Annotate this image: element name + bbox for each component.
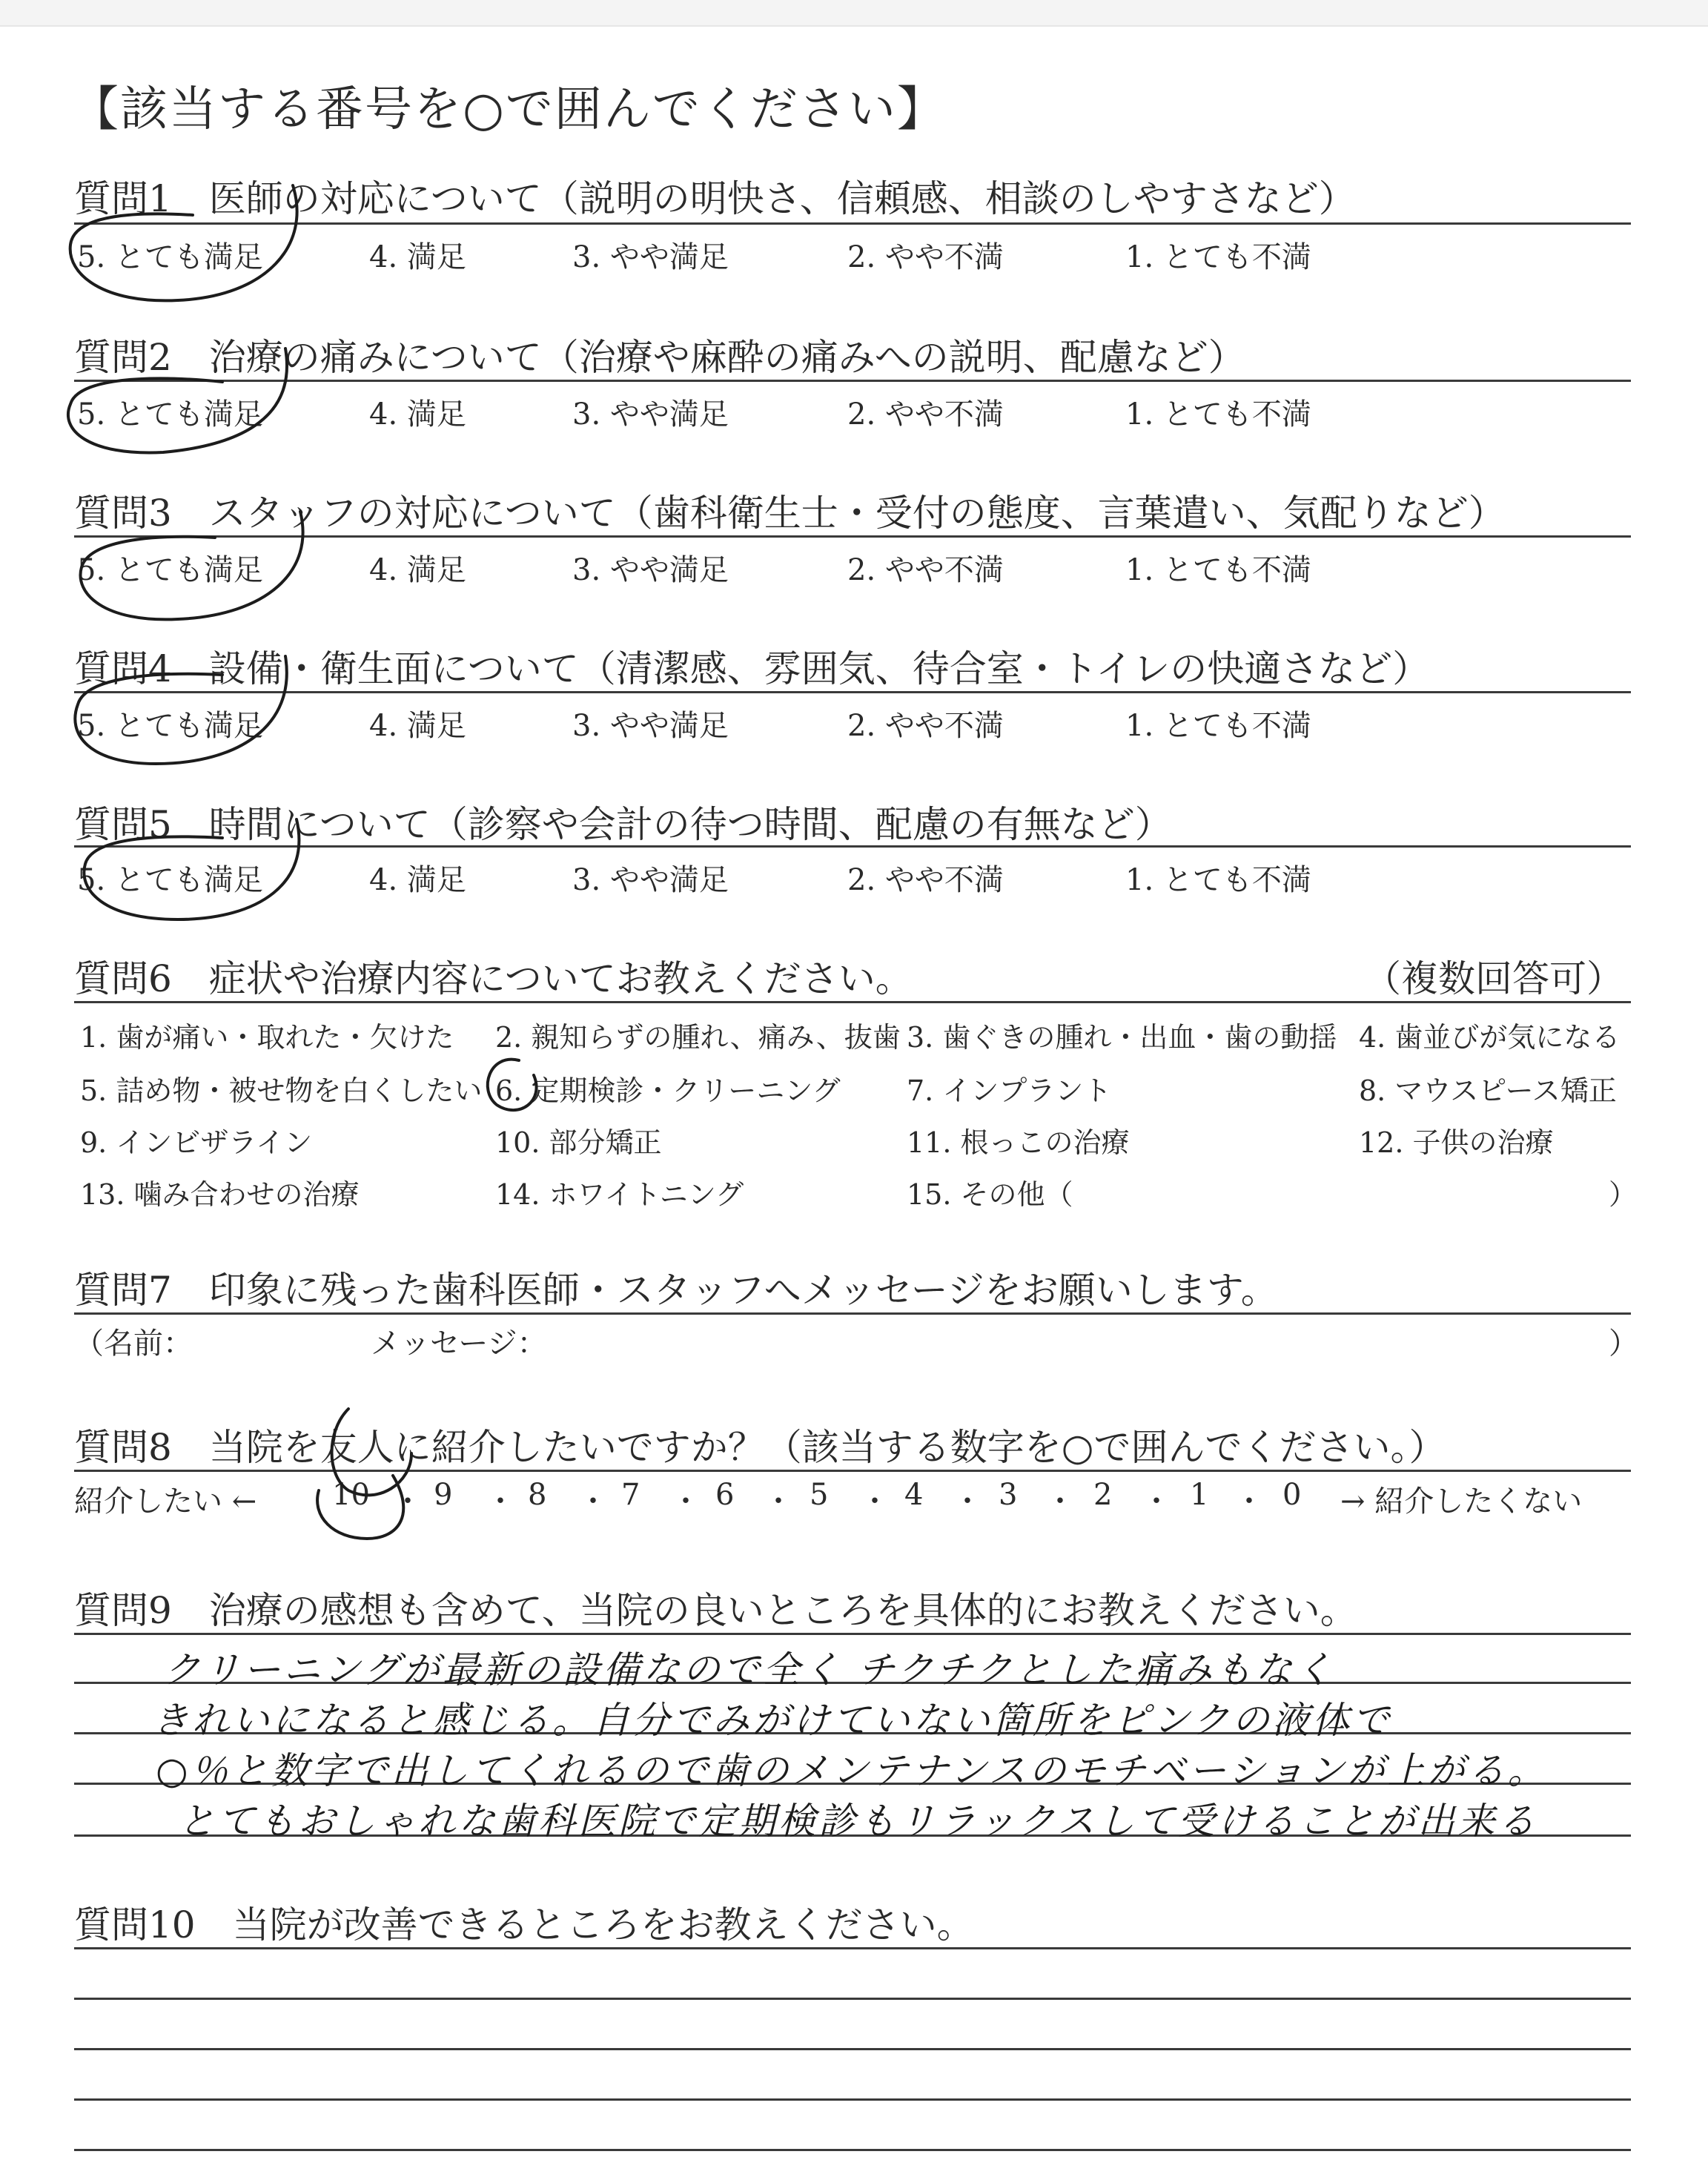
scale-value-1[interactable]: 1: [1190, 1478, 1209, 1512]
question-10: 質問10 当院が改善できるところをお教えください。: [74, 1903, 974, 1946]
message-label: メッセージ：: [371, 1327, 547, 1361]
scale-separator-dot: ・: [953, 1484, 982, 1519]
q6-option-13[interactable]: 13. 噛み合わせの治療: [80, 1178, 360, 1211]
q2-circle-mark: [68, 349, 287, 452]
scale-value-10[interactable]: 10: [332, 1478, 370, 1512]
question-7: 質問7 印象に残った歯科医師・スタッフへメッセージをお願いします。: [74, 1269, 1278, 1312]
handwritten-answer-line: ○％と数字で出してくれるので歯のメンテナンスのモチベーションが上がる。: [156, 1749, 1548, 1792]
handwritten-answer-line: きれいになると感じる。自分でみがけていない箇所をピンクの液体で: [152, 1699, 1392, 1742]
scale-separator-dot: ・: [1234, 1484, 1264, 1519]
q3-option-5[interactable]: 5. とても満足: [77, 553, 263, 587]
recommend-label: 紹介したい ←: [74, 1484, 257, 1519]
q2-option-1[interactable]: 1. とても不満: [1125, 397, 1311, 432]
q6-option-7[interactable]: 7. インプラント: [907, 1074, 1112, 1107]
scale-value-9[interactable]: 9: [434, 1478, 453, 1512]
question-4: 質問4 設備・衛生面について（清潔感、雰囲気、待合室・トイレの快適さなど）: [74, 647, 1430, 690]
q1-option-2[interactable]: 2. やや不満: [847, 240, 1004, 274]
not-recommend-label: → 紹介したくない: [1340, 1484, 1583, 1519]
scale-value-6[interactable]: 6: [715, 1478, 735, 1512]
q3-option-4[interactable]: 4. 満足: [369, 553, 466, 587]
question-8: 質問8 当院を友人に紹介したいですか？（該当する数字を○で囲んでください。）: [74, 1426, 1446, 1469]
q6-option-2[interactable]: 2. 親知らずの腫れ、痛み、抜歯: [495, 1021, 901, 1054]
scale-separator-dot: ・: [578, 1484, 608, 1519]
multiple-answer-note: （複数回答可）: [1364, 957, 1623, 1000]
question-1: 質問1 医師の対応について（説明の明快さ、信頼感、相談のしやすさなど）: [74, 177, 1356, 220]
q3-option-2[interactable]: 2. やや不満: [847, 553, 1004, 587]
q4-option-3[interactable]: 3. やや満足: [572, 709, 729, 743]
scale-value-4[interactable]: 4: [904, 1478, 924, 1512]
name-label: （名前：: [74, 1327, 193, 1361]
q5-option-3[interactable]: 3. やや満足: [572, 863, 729, 897]
q6-option-12[interactable]: 12. 子供の治療: [1359, 1126, 1554, 1159]
handwritten-answer-line: とてもおしゃれな歯科医院で定期検診もリラックスして受けることが出来る: [178, 1800, 1538, 1843]
q6-close-paren: ）: [1609, 1178, 1638, 1211]
q4-option-2[interactable]: 2. やや不満: [847, 709, 1004, 743]
scale-separator-dot: ・: [764, 1484, 793, 1519]
scale-separator-dot: ・: [1045, 1484, 1075, 1519]
q6-option-11[interactable]: 11. 根っこの治療: [907, 1126, 1130, 1159]
q2-option-5[interactable]: 5. とても満足: [77, 397, 263, 432]
q3-option-3[interactable]: 3. やや満足: [572, 553, 729, 587]
q6-option-9[interactable]: 9. インビザライン: [80, 1126, 313, 1159]
scale-separator-dot: ・: [486, 1484, 515, 1519]
q5-option-5[interactable]: 5. とても満足: [77, 863, 263, 897]
q6-option-15[interactable]: 15. その他（: [907, 1178, 1073, 1211]
scale-separator-dot: ・: [1142, 1484, 1171, 1519]
scale-value-3[interactable]: 3: [999, 1478, 1018, 1512]
question-3: 質問3 スタッフの対応について（歯科衛生士・受付の態度、言葉遣い、気配りなど）: [74, 492, 1506, 535]
question-2: 質問2 治療の痛みについて（治療や麻酔の痛みへの説明、配慮など）: [74, 336, 1245, 379]
q2-option-2[interactable]: 2. やや不満: [847, 397, 1004, 432]
q1-circle-mark: [70, 185, 297, 300]
q7-close-paren: ）: [1609, 1327, 1638, 1361]
q5-option-2[interactable]: 2. やや不満: [847, 863, 1004, 897]
q6-option-4[interactable]: 4. 歯並びが気になる: [1359, 1021, 1621, 1054]
q6-option-5[interactable]: 5. 詰め物・被せ物を白くしたい: [80, 1074, 483, 1107]
q5-circle-mark: [84, 819, 299, 919]
q6-option-10[interactable]: 10. 部分矯正: [495, 1126, 662, 1159]
scale-value-2[interactable]: 2: [1093, 1478, 1113, 1512]
q8-score-10-circle-mark: [317, 1476, 403, 1539]
q4-option-1[interactable]: 1. とても不満: [1125, 709, 1311, 743]
q1-option-4[interactable]: 4. 満足: [369, 240, 466, 274]
q8-friend-circle-mark: [332, 1409, 412, 1495]
q6-option-6-circle-mark: [488, 1060, 537, 1110]
scale-separator-dot: ・: [860, 1484, 890, 1519]
q1-option-3[interactable]: 3. やや満足: [572, 240, 729, 274]
scale-value-7[interactable]: 7: [621, 1478, 640, 1512]
q1-option-1[interactable]: 1. とても不満: [1125, 240, 1311, 274]
scale-separator-dot: ・: [393, 1484, 423, 1519]
q6-option-14[interactable]: 14. ホワイトニング: [495, 1178, 744, 1211]
scale-value-0[interactable]: 0: [1282, 1478, 1302, 1512]
scale-value-5[interactable]: 5: [810, 1478, 829, 1512]
q2-option-3[interactable]: 3. やや満足: [572, 397, 729, 432]
question-5: 質問5 時間について（診察や会計の待つ時間、配慮の有無など）: [74, 803, 1172, 846]
q6-option-8[interactable]: 8. マウスピース矯正: [1359, 1074, 1617, 1107]
q4-option-5[interactable]: 5. とても満足: [77, 709, 263, 743]
question-9: 質問9 治療の感想も含めて、当院の良いところを具体的にお教えください。: [74, 1589, 1357, 1632]
q5-option-1[interactable]: 1. とても不満: [1125, 863, 1311, 897]
question-6: 質問6 症状や治療内容についてお教えください。: [74, 957, 913, 1000]
scale-value-8[interactable]: 8: [528, 1478, 547, 1512]
q2-option-4[interactable]: 4. 満足: [369, 397, 466, 432]
q4-option-4[interactable]: 4. 満足: [369, 709, 466, 743]
q6-option-6[interactable]: 6. 定期検診・クリーニング: [495, 1074, 841, 1107]
q6-option-3[interactable]: 3. 歯ぐきの腫れ・出血・歯の動揺: [907, 1021, 1337, 1054]
q3-option-1[interactable]: 1. とても不満: [1125, 553, 1311, 587]
q6-option-1[interactable]: 1. 歯が痛い・取れた・欠けた: [80, 1021, 454, 1054]
q5-option-4[interactable]: 4. 満足: [369, 863, 466, 897]
handwritten-answer-line: クリーニングが最新の設備なので全く チクチクとした痛みもなく: [163, 1648, 1335, 1691]
scale-separator-dot: ・: [671, 1484, 701, 1519]
q4-circle-mark: [75, 656, 286, 764]
q1-option-5[interactable]: 5. とても満足: [77, 240, 263, 274]
form-title: 【該当する番号を○で囲んでください】: [71, 82, 946, 137]
q3-circle-mark: [81, 512, 303, 619]
